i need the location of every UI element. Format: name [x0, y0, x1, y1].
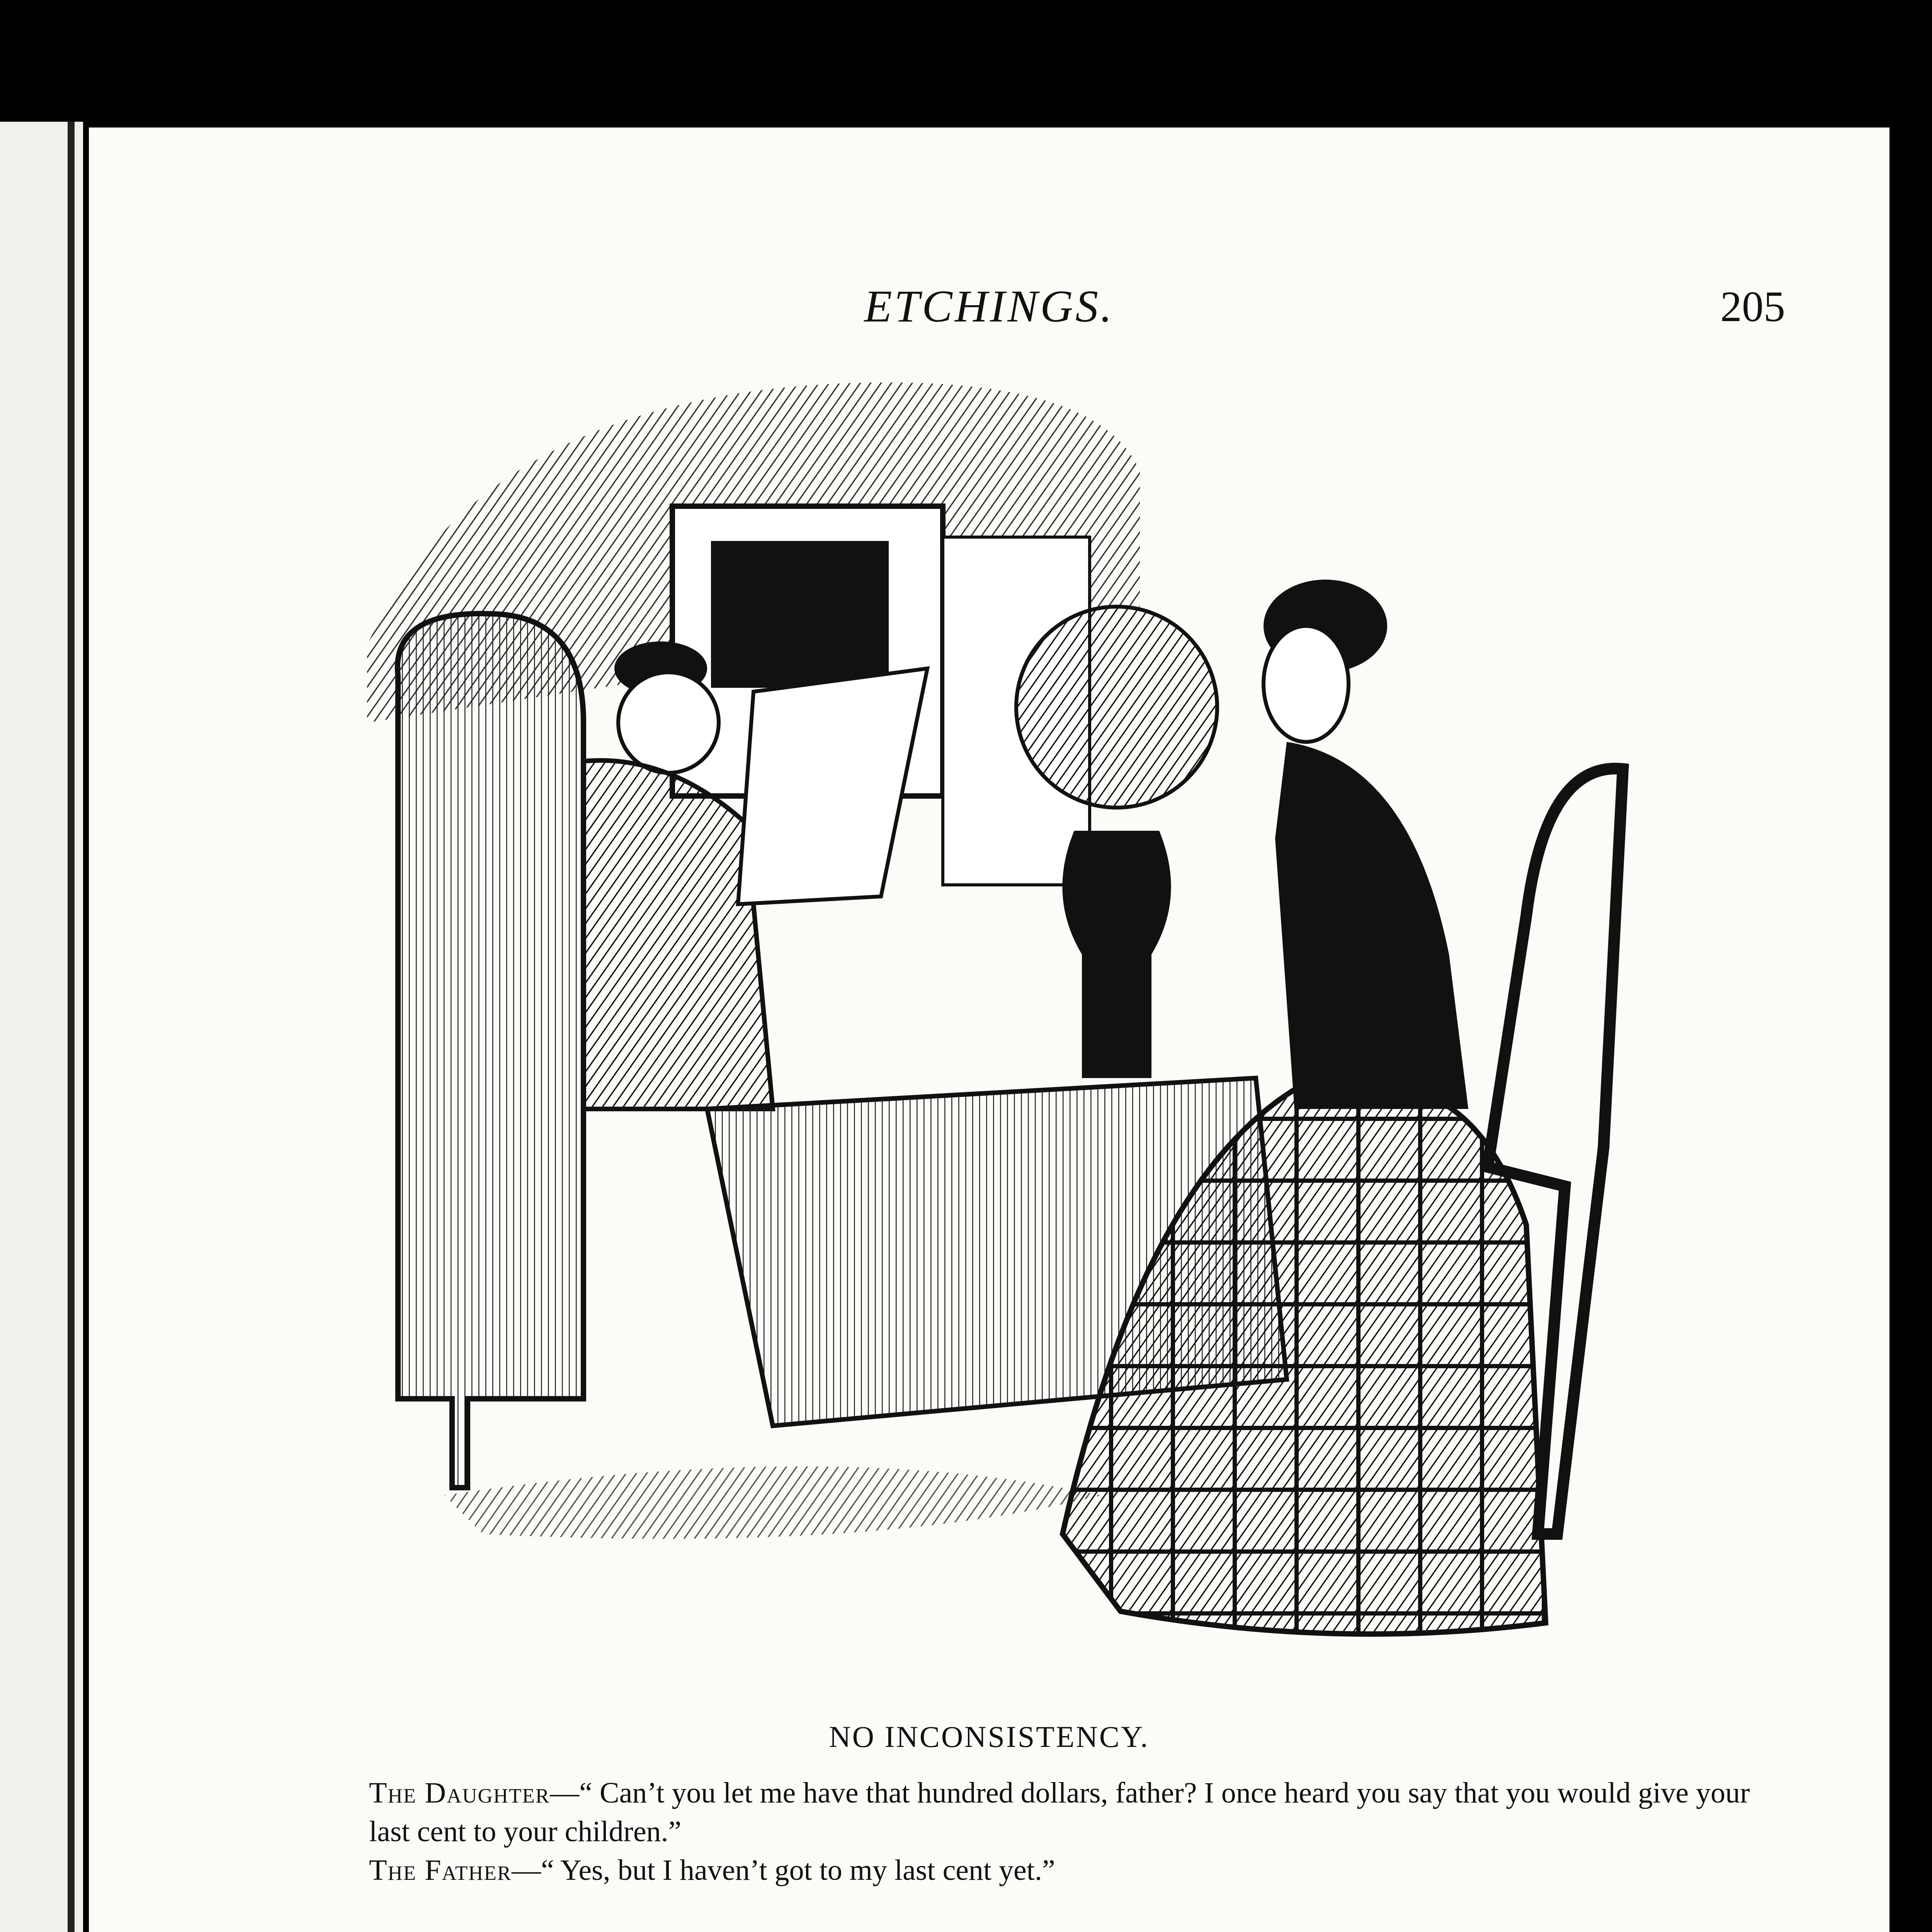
dialogue-line-daughter	[332, 1774, 1797, 1851]
daughter-quote: —“ Can’t you let me have that hundred dollars, father? I once heard you say that you would give your last cent to your children.”	[369, 1777, 1750, 1848]
facing-page-edge	[0, 122, 83, 1932]
cartoon-dialogue	[332, 1774, 1797, 1889]
father-quote: —“ Yes, but I haven’t got to my last cent yet.”	[512, 1854, 1055, 1886]
speaker-daughter: The Daughter	[369, 1777, 550, 1809]
running-header: ETCHINGS.	[864, 281, 1114, 332]
cartoon-title: NO INCONSISTENCY.	[829, 1720, 1150, 1753]
speaker-father: The Father	[369, 1854, 512, 1886]
dialogue-line-father	[332, 1851, 1797, 1889]
main-etching	[367, 375, 1797, 1689]
magazine-page	[89, 128, 1889, 1932]
page-number: 205	[1720, 283, 1785, 331]
